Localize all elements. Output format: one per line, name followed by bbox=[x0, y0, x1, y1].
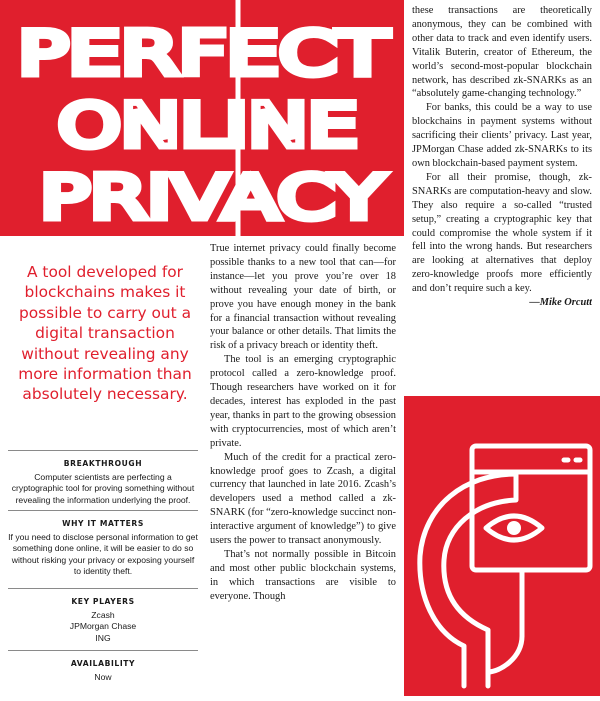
sidebar-breakthrough bbox=[8, 450, 198, 506]
sidebar-heading: AVAILABILITY bbox=[70, 659, 136, 668]
eye-pupil-icon bbox=[507, 521, 521, 535]
sidebar-why-it-matters bbox=[8, 510, 198, 578]
sidebar-heading: KEY PLAYERS bbox=[71, 597, 135, 606]
body-paragraph: The tool is an emerging cryptographic protocol called a zero-knowledge proof. Though researchers have worked on it for decades, interest has exploded in the past year, thanks in part to the growing obsession with cryptocurrencies, most of which aren’t private. bbox=[210, 354, 396, 449]
head-silhouette-icon bbox=[420, 474, 516, 686]
body-paragraph: That’s not normally possible in Bitcoin and most other public blockchain systems, in which transactions are visible to everyone. Though bbox=[210, 548, 396, 602]
sidebar-text: Now bbox=[94, 672, 112, 682]
body-column-middle bbox=[210, 242, 396, 694]
sidebar-text: If you need to disclose personal information to get something done online, it will be easier to do so without risking your privacy or exposing yourself to identity theft. bbox=[8, 532, 198, 577]
body-paragraph: these transactions are theoretically anonymous, they can be combined with other data to track and even identify users. Vitalik Buterin, creator of Ethereum, the world’s second-most-popular blockchain network, has described zk-SNARKs as an “absolutely game-changing technology.” bbox=[412, 5, 592, 100]
sidebar-text: Zcash bbox=[91, 610, 115, 620]
headline-line-1: PERFECT bbox=[18, 19, 389, 89]
sidebar-text: JPMorgan Chase bbox=[69, 621, 137, 632]
sidebar-availability bbox=[8, 650, 198, 683]
sidebar-heading: WHY IT MATTERS bbox=[62, 519, 144, 528]
body-paragraph: For all their promise, though, zk-SNARKs are computation-heavy and slow. They also require a so-called “trusted setup,” creating a cryptographic key that could compromise the whole system if it fell into the wrong hands. But researchers are looking at alternatives that deploy zero-knowledge proofs more efficiently and don’t require such a key. bbox=[412, 171, 592, 295]
headline-line-2: ONLINE bbox=[58, 91, 358, 161]
body-paragraph: For banks, this could be a way to use blockchains in payment systems without sacrificing their clients’ privacy. Last year, JPMorgan Chase added zk-SNARKs to its own blockchain-based payment system. bbox=[412, 102, 592, 169]
headline bbox=[0, 0, 404, 236]
sidebar-text: Computer scientists are perfecting a cryptographic tool for proving something without revealing the information underlying the proof. bbox=[11, 472, 195, 505]
sidebar-text: ING bbox=[95, 632, 111, 643]
body-paragraph: True internet privacy could finally become possible thanks to a new tool that can—for instance—let you prove you’re over 18 without revealing your date of birth, or prove you have enough money in the bank for a financial transaction without revealing your balance or other details. That limits the risk of a privacy breach or identity theft. bbox=[210, 243, 396, 352]
browser-window-icon bbox=[472, 446, 590, 570]
privacy-illustration bbox=[404, 396, 600, 696]
sidebar-heading: BREAKTHROUGH bbox=[63, 459, 143, 468]
sidebar-key-players bbox=[8, 588, 198, 644]
body-column-right bbox=[412, 4, 592, 394]
dek: A tool developed for blockchains makes it possible to carry out a digital transaction without revealing any more information than absolutely necessary. bbox=[18, 263, 192, 404]
headline-line-3: PRIVACY bbox=[40, 163, 385, 233]
byline: —Mike Orcutt bbox=[529, 297, 592, 309]
body-paragraph: Much of the credit for a practical zero-knowledge proof goes to Zcash, a digital currency that launched in late 2016. Zcash’s developers used a method called a zk-SNARK (for “zero-knowledge succinct non-interactive argument of knowledge”) to give users the power to transact anonymously. bbox=[210, 451, 396, 547]
